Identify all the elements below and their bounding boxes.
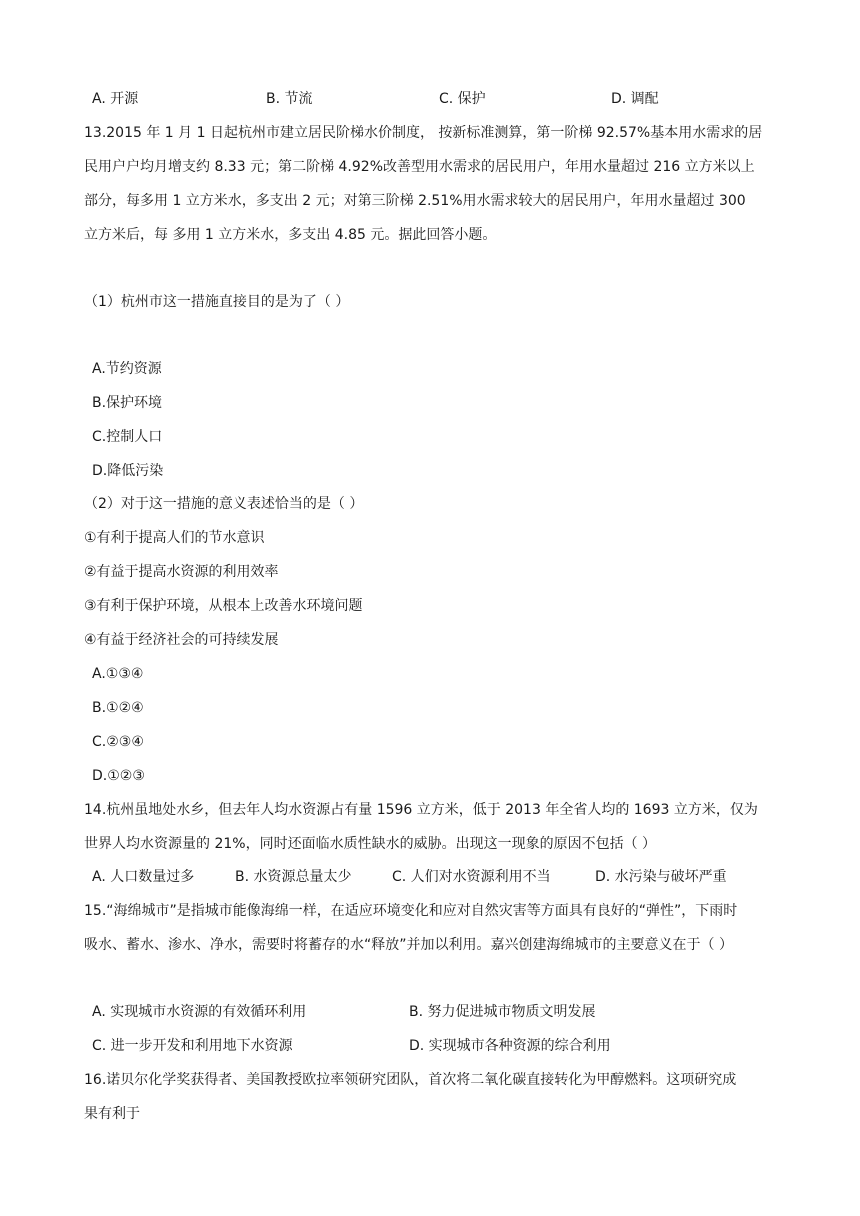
q12-option-b: B. 节流: [266, 91, 313, 107]
q14-stem-line-1: 14.杭州虽地处水乡，但去年人均水资源占有量 1596 立方米，低于 2013 年全省人均的 1693 立方米，仅为: [84, 802, 758, 818]
q13-sub2-statement-4: ④有益于经济社会的可持续发展: [84, 632, 279, 648]
q13-sub2-option-b: B.①②④: [92, 700, 144, 716]
q13-stem-line-2: 民用户户均月增支约 8.33 元；第二阶梯 4.92%改善型用水需求的居民用户，年用水量超过 216 立方米以上: [84, 159, 755, 175]
q14-option-c: C. 人们对水资源利用不当: [392, 869, 551, 885]
q13-stem-line-1: 13.2015 年 1 月 1 日起杭州市建立居民阶梯水价制度， 按新标准测算，第一阶梯 92.57%基本用水需求的居: [84, 125, 763, 141]
q13-sub1-option-a: A.节约资源: [92, 361, 162, 377]
q14-option-a: A. 人口数量过多: [92, 869, 195, 885]
q13-stem-line-3: 部分，每多用 1 立方米水，多支出 2 元；对第三阶梯 2.51%用水需求较大的居民用户，年用水量超过 300: [84, 193, 746, 209]
q15-stem-line-1: 15.“海绵城市”是指城市能像海绵一样，在适应环境变化和应对自然灾害等方面具有良好的“弹性”，下雨时: [84, 903, 738, 919]
q13-sub1-question: （1）杭州市这一措施直接目的是为了（ ）: [84, 294, 350, 310]
q14-stem-line-2: 世界人均水资源量的 21%，同时还面临水质性缺水的威胁。出现这一现象的原因不包括（ ）: [84, 836, 657, 852]
q12-option-a: A. 开源: [92, 91, 139, 107]
q12-option-c: C. 保护: [439, 91, 486, 107]
q15-option-a: A. 实现城市水资源的有效循环利用: [92, 1004, 307, 1020]
q13-sub2-statement-1: ①有利于提高人们的节水意识: [84, 530, 265, 546]
q15-option-d: D. 实现城市各种资源的综合利用: [409, 1038, 611, 1054]
q13-sub2-question: （2）对于这一措施的意义表述恰当的是（ ）: [84, 496, 364, 512]
q13-stem-line-4: 立方米后，每 多用 1 立方米水，多支出 4.85 元。据此回答小题。: [84, 227, 497, 243]
q13-sub2-option-c: C.②③④: [92, 734, 144, 750]
q16-stem-line-2: 果有利于: [84, 1106, 140, 1122]
q15-option-b: B. 努力促进城市物质文明发展: [409, 1004, 596, 1020]
q15-option-c: C. 进一步开发和利用地下水资源: [92, 1038, 293, 1054]
q13-sub1-option-d: D.降低污染: [92, 463, 164, 479]
q13-sub2-statement-2: ②有益于提高水资源的利用效率: [84, 564, 279, 580]
q13-sub1-option-c: C.控制人口: [92, 429, 163, 445]
q13-sub2-option-a: A.①③④: [92, 666, 144, 682]
q14-option-b: B. 水资源总量太少: [235, 869, 352, 885]
q16-stem-line-1: 16.诺贝尔化学奖获得者、美国教授欧拉率领研究团队，首次将二氧化碳直接转化为甲醇燃料。这项研究成: [84, 1072, 737, 1088]
q15-stem-line-2: 吸水、蓄水、渗水、净水，需要时将蓄存的水“释放”并加以利用。嘉兴创建海绵城市的主要意义在于（ ）: [84, 937, 733, 953]
q13-sub1-option-b: B.保护环境: [92, 395, 163, 411]
q13-sub2-option-d: D.①②③: [92, 768, 145, 784]
q14-option-d: D. 水污染与破坏严重: [595, 869, 727, 885]
q12-option-d: D. 调配: [611, 91, 659, 107]
q13-sub2-statement-3: ③有利于保护环境，从根本上改善水环境问题: [84, 598, 363, 614]
